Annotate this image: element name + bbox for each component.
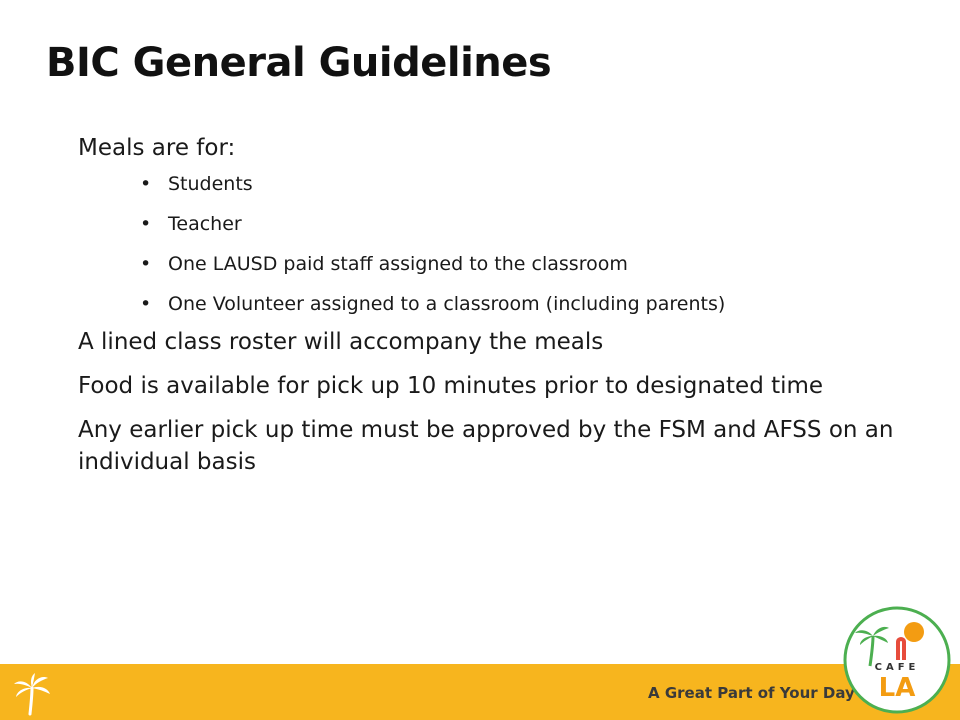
bullet-icon: • [140, 253, 152, 275]
svg-text:LA: LA [878, 673, 916, 703]
tagline: A Great Part of Your Day [648, 684, 855, 702]
bullet-icon: • [140, 213, 152, 235]
approval-point: Any earlier pick up time must be approved by the FSM and AFSS on an individual basis [78, 417, 894, 475]
list-item: • Students [140, 170, 808, 198]
roster-point: A lined class roster will accompany the meals [78, 329, 604, 355]
intro-text: Meals are for: [78, 135, 236, 161]
list-item: • Teacher [140, 210, 808, 238]
page-title: BIC General Guidelines [46, 40, 552, 86]
list-item: • One LAUSD paid staff assigned to the classroom [140, 250, 808, 278]
cafe-logo-icon [842, 604, 952, 716]
list-item: • One Volunteer assigned to a classroom (including parents) [140, 290, 808, 318]
svg-text:CAFE: CAFE [874, 662, 920, 673]
pickup-point: Food is available for pick up 10 minutes prior to designated time [78, 373, 824, 399]
palm-tree-icon [10, 672, 54, 716]
bullet-list [78, 170, 918, 318]
bullet-icon: • [140, 173, 152, 195]
slide-content [78, 132, 918, 478]
bullet-icon: • [140, 293, 152, 315]
